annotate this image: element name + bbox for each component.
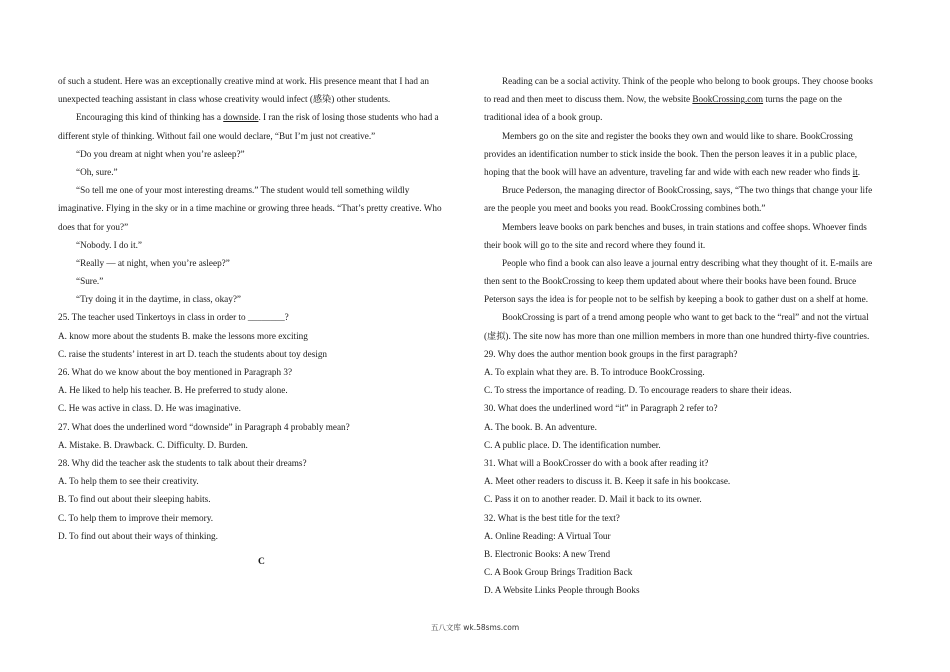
passage-line: provides an identification number to stick inside the book. Then the person leaves it in a public place, [484, 148, 858, 159]
passage-line: “Sure.” [76, 276, 104, 287]
passage-line: “Try doing it in the daytime, in class, okay?” [76, 294, 242, 305]
question-28: 28. Why did the teacher ask the students to talk about their dreams? [58, 457, 307, 468]
question-25: 25. The teacher used Tinkertoys in class in order to ________? [58, 312, 289, 323]
passage-line [484, 90, 890, 108]
question-25-options-ab: A. know more about the students B. make the lessons more exciting [58, 330, 308, 341]
question-32-option-c: C. A Book Group Brings Tradition Back [484, 567, 633, 578]
question-31-options-ab: A. Meet other readers to discuss it. B. Keep it safe in his bookcase. [484, 476, 731, 487]
text-segment: Encouraging this kind of thinking has a [76, 112, 224, 123]
passage-line: “Nobody. I do it.” [76, 239, 142, 250]
question-27-options: A. Mistake. B. Drawback. C. Difficulty. D. Burden. [58, 439, 248, 450]
website-link[interactable]: BookCrossing.com [692, 94, 764, 105]
section-label-c: C [258, 557, 265, 567]
passage-line: traditional idea of a book group. [484, 112, 603, 123]
question-30: 30. What does the underlined word “it” in Paragraph 2 refer to? [484, 403, 718, 414]
question-28-option-c: C. To help them to improve their memory. [58, 512, 214, 523]
page-footer: 五八文库 wk.58sms.com [430, 623, 520, 632]
question-32-option-d: D. A Website Links People through Books [484, 585, 640, 596]
passage-line: BookCrossing is part of a trend among people who want to get back to the “real” and not the virtual [502, 312, 869, 323]
passage-line: does that for you?” [58, 221, 129, 232]
passage-line: (虚拟). The site now has more than one million members in more than one hundred thirty-five countries. [484, 330, 870, 341]
passage-line: “So tell me one of your most interesting dreams.” The student would tell something wildly [76, 185, 410, 196]
question-26: 26. What do we know about the boy mentioned in Paragraph 3? [58, 367, 293, 377]
question-26-options-ab: A. He liked to help his teacher. B. He preferred to study alone. [58, 385, 288, 396]
question-32: 32. What is the best title for the text? [484, 512, 620, 523]
passage-line: of such a student. Here was an exceptionally creative mind at work. His presence meant that I had an [58, 76, 429, 86]
passage-line: unexpected teaching assistant in class whose creativity would infect (感染) other students. [58, 94, 391, 105]
question-28-option-d: D. To find out about their ways of thinking. [58, 530, 218, 541]
passage-line [58, 108, 458, 126]
question-30-options-cd: C. A public place. D. The identification number. [484, 439, 661, 450]
question-29-options-cd: C. To stress the importance of reading. D. To encourage readers to share their ideas. [484, 385, 792, 396]
passage-line: Peterson says the idea is for people not to be selfish by keeping a book to gather dust on a shelf at home. [484, 294, 868, 305]
question-29-options-ab: A. To explain what they are. B. To introduce BookCrossing. [484, 367, 705, 377]
passage-line: Members leave books on park benches and buses, in train stations and coffee shops. Whoever finds [502, 221, 867, 232]
passage-line: People who find a book can also leave a journal entry describing what they thought of it. E-mails are [502, 257, 873, 268]
passage-line: their book will go to the site and record where they found it. [484, 239, 706, 250]
question-32-option-a: A. Online Reading: A Virtual Tour [484, 530, 611, 541]
text-segment: . I ran the risk of losing those students who had a [258, 112, 439, 123]
question-26-options-cd: C. He was active in class. D. He was imaginative. [58, 403, 241, 414]
question-27: 27. What does the underlined word “downside” in Paragraph 4 probably mean? [58, 421, 350, 432]
text-segment: turns the page on the [763, 94, 842, 105]
question-29: 29. Why does the author mention book groups in the first paragraph? [484, 348, 738, 359]
passage-line: Bruce Pederson, the managing director of BookCrossing, says, “The two things that change your life [502, 185, 873, 196]
question-28-option-b: B. To find out about their sleeping habits. [58, 494, 211, 505]
question-31-options-cd: C. Pass it on to another reader. D. Mail it back to its owner. [484, 494, 702, 505]
text-segment: hoping that the book will have an adventure, traveling far and wide with each new reader who finds [484, 166, 853, 177]
passage-line [484, 163, 890, 181]
question-32-option-b: B. Electronic Books: A new Trend [484, 548, 611, 559]
question-30-options-ab: A. The book. B. An adventure. [484, 421, 597, 432]
text-segment: . [857, 166, 861, 177]
underlined-word-downside: downside [223, 112, 259, 123]
text-segment: to read and then meet to discuss them. Now, the website [484, 94, 693, 105]
passage-line: Reading can be a social activity. Think of the people who belong to book groups. They choose books [502, 76, 873, 86]
passage-line: different style of thinking. Without fail one would declare, “But I’m just not creative.” [58, 130, 376, 141]
passage-line: “Do you dream at night when you’re asleep?” [76, 148, 245, 159]
passage-line: are the people you meet and books you read. BookCrossing combines both.” [484, 203, 766, 214]
right-column [484, 72, 890, 599]
left-column [58, 72, 458, 545]
passage-line: Members go on the site and register the books they own and would like to share. BookCrossing [502, 130, 853, 141]
question-25-options-cd: C. raise the students’ interest in art D. teach the students about toy design [58, 348, 328, 359]
passage-line: imaginative. Flying in the sky or in a time machine or growing three heads. “That’s pretty creative. Who [58, 203, 442, 214]
question-31: 31. What will a BookCrosser do with a book after reading it? [484, 457, 709, 468]
passage-line: “Really — at night, when you’re asleep?” [76, 257, 230, 268]
passage-line: “Oh, sure.” [76, 166, 118, 177]
underlined-word-it: it [852, 166, 858, 177]
passage-line: then sent to the BookCrossing to keep them updated about where their books have been found. Bruce [484, 276, 857, 287]
question-28-option-a: A. To help them to see their creativity. [58, 476, 199, 487]
